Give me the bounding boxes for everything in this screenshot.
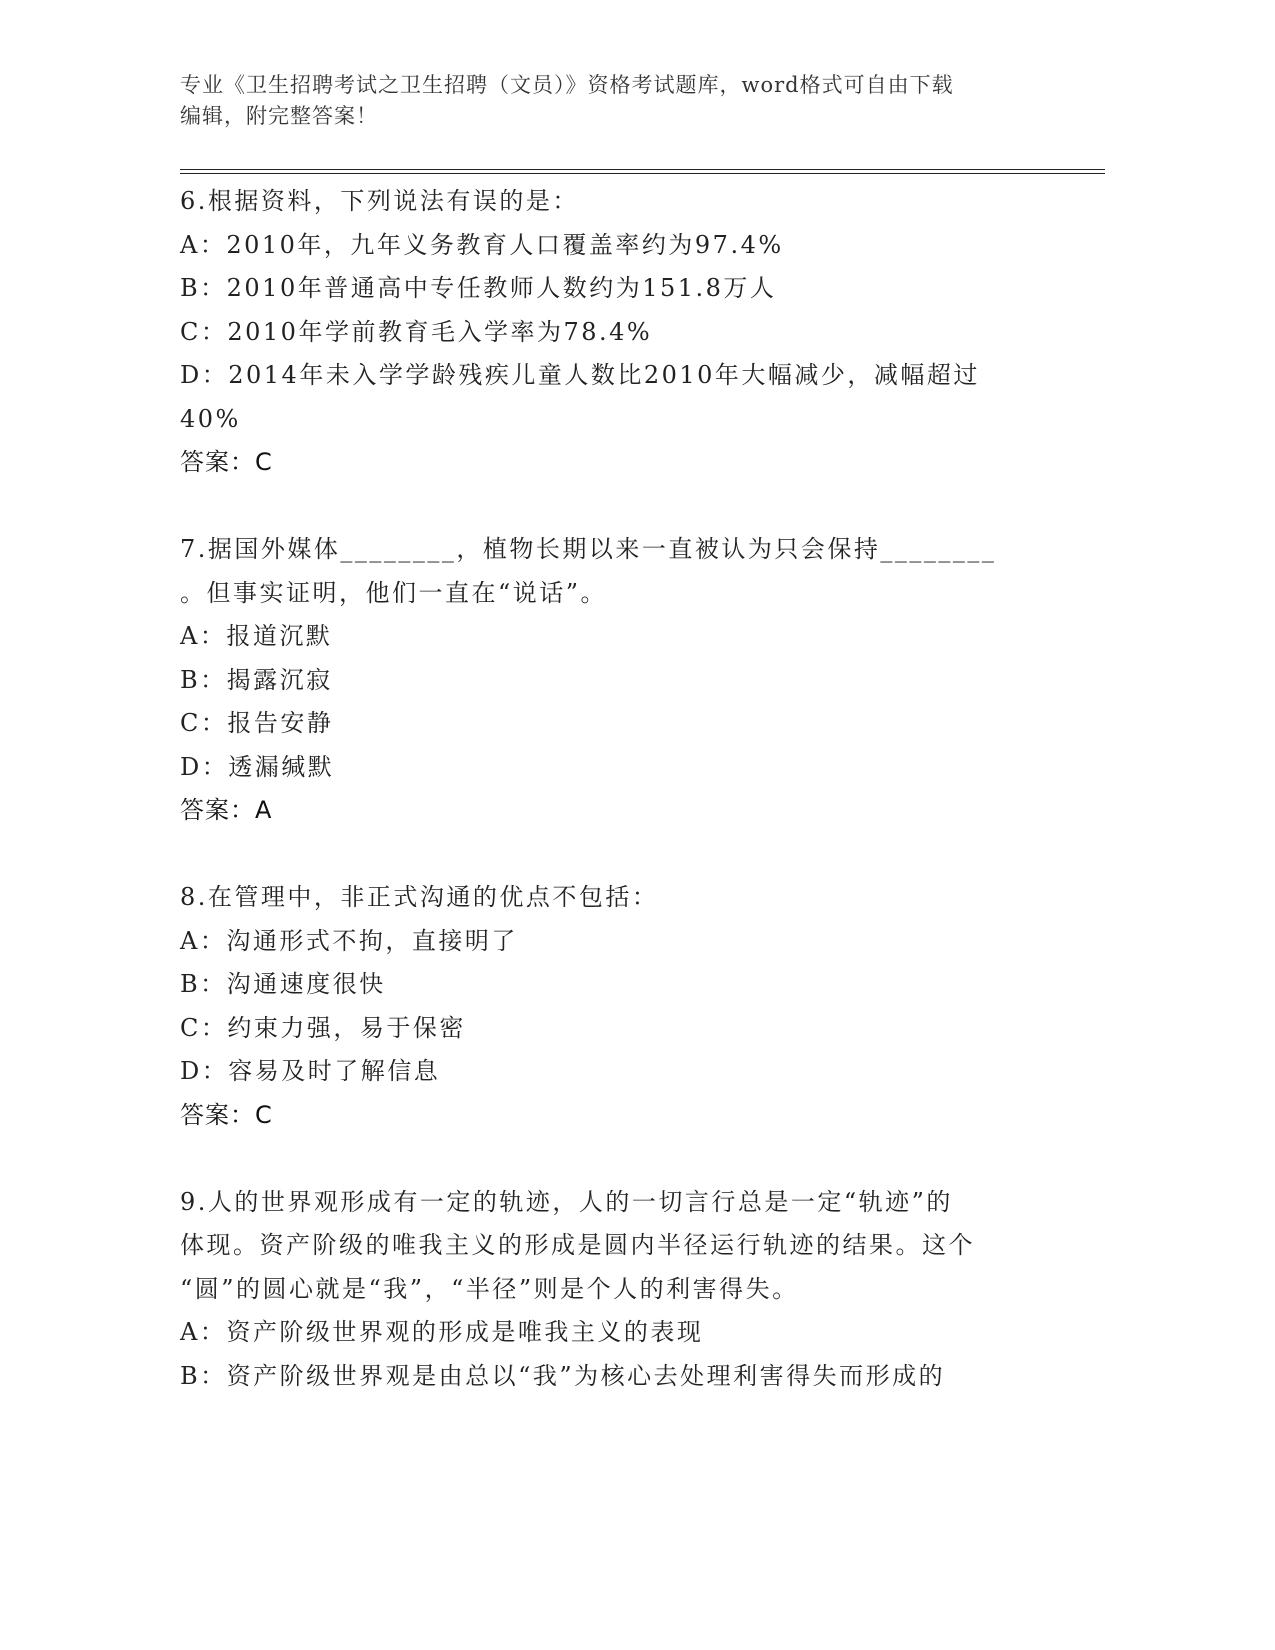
spacer	[180, 833, 1030, 877]
answer: 答案：C	[180, 448, 273, 476]
option-d: D：2014年未入学学龄残疾儿童人数比2010年大幅减少，减幅超过	[180, 361, 980, 389]
question-stem: 6.根据资料，下列说法有误的是：	[180, 187, 579, 215]
option-b: B：2010年普通高中专任教师人数约为151.8万人	[180, 274, 777, 302]
header-line-2: 编辑，附完整答案！	[180, 104, 378, 128]
option-d-continued: 40%	[180, 404, 241, 433]
header-line-1: 专业《卫生招聘考试之卫生招聘（文员）》资格考试题库，word格式可自由下载	[180, 73, 954, 97]
question-8	[180, 876, 1030, 1137]
answer: 答案：A	[180, 796, 273, 824]
answer: 答案：C	[180, 1100, 273, 1129]
question-stem: 9.人的世界观形成有一定的轨迹，人的一切言行总是一定“轨迹”的	[180, 1187, 953, 1216]
option-d: D：容易及时了解信息	[180, 1057, 441, 1085]
question-list	[180, 180, 1030, 1398]
option-a: A：资产阶级世界观的形成是唯我主义的表现	[180, 1318, 704, 1346]
option-b: B：沟通速度很快	[180, 970, 386, 998]
option-a: A：沟通形式不拘，直接明了	[180, 926, 518, 955]
question-7	[180, 528, 1030, 833]
question-stem-continued: “圆”的圆心就是“我”，“半径”则是个人的利害得失。	[180, 1274, 799, 1303]
question-stem: 8.在管理中，非正式沟通的优点不包括：	[180, 883, 659, 911]
document-header	[180, 70, 1060, 132]
question-stem-continued: 体现。资产阶级的唯我主义的形成是圆内半径运行轨迹的结果。这个	[180, 1231, 975, 1259]
option-a: A：报道沉默	[180, 622, 333, 650]
question-9	[180, 1181, 1030, 1399]
option-b: B：资产阶级世界观是由总以“我”为核心去处理利害得失而形成的	[180, 1361, 946, 1390]
option-c: C：2010年学前教育毛入学率为78.4%	[180, 317, 653, 346]
option-d: D：透漏缄默	[180, 752, 335, 781]
question-6	[180, 180, 1030, 485]
option-c: C：约束力强，易于保密	[180, 1013, 466, 1042]
spacer	[180, 1137, 1030, 1181]
question-stem: 7.据国外媒体________，植物长期以来一直被认为只会保持________	[180, 535, 997, 563]
option-b: B：揭露沉寂	[180, 665, 333, 694]
header-divider-top	[180, 169, 1105, 170]
option-c: C：报告安静	[180, 709, 334, 737]
spacer	[180, 485, 1030, 529]
header-divider-bottom	[180, 173, 1105, 174]
question-stem-continued: 。但事实证明，他们一直在“说话”。	[180, 578, 608, 607]
option-a: A：2010年，九年义务教育人口覆盖率约为97.4%	[180, 230, 784, 259]
